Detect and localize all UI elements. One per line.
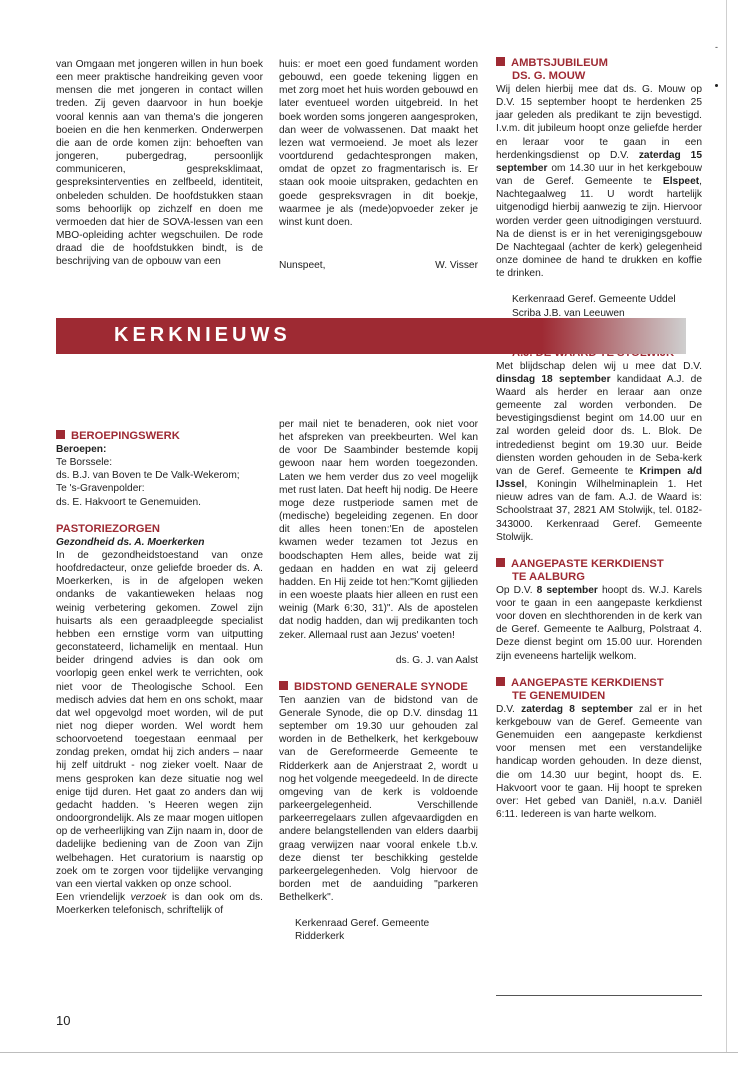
list-item: Te Borssele:: [56, 457, 113, 469]
ambtsjubileum-text: Wij delen hierbij mee dat ds. G. Mouw op D.V. 15 september hoopt te herdenken 25 jaar geleden als predikant te zijn bevestigd. I.v.m. dit jubileum hoopt onze geliefde herder en leraar voor te gaan in een herdenkingsdienst op D.V. zaterdag 15 september om 14.30 uur in het kerkgebouw van de Geref. Gemeente te Elspeet, Nachtegaalweg 11. U wordt hartelijk uitgenodigd hierbij aanwezig te zijn. Hiervoor worden verder geen uitnodigingen verstuurd. Na de dienst is er in het verenigingsgebouw De Nachtegaal (achter de kerk) gelegenheid onze dominee de hand te drukken en koffie te drinken.: [496, 84, 703, 280]
genemuiden-heading: AANGEPASTE KERKDIENST TE GENEMUIDEN: [496, 677, 702, 703]
beroepingswerk-sub: Beroepen:: [56, 444, 107, 455]
aalburg-heading: AANGEPASTE KERKDIENST TE AALBURG: [496, 558, 702, 584]
review-paragraph-middle: huis: er moet een goed fundament worden gebouwd, een goede tekening liggen en met zorg moet het huis worden gebouwd en later eventueel worden uitgebreid. In het boek worden soms jongeren aangesproken, dan weer de volwassenen. Dat maakt het lezen wat vermoeiend. Je moet als lezer voortdurend gedachtesprongen maken, omdat de opzet zo fragmentarisch is. Er staan ook mooie uitspraken, gedachten en goede gespreksvragen in dit boekje, waarmee je als (mede)opvoeder zeker je winst kunt doen.: [279, 59, 478, 228]
review-signature: [279, 259, 478, 272]
genemuiden-text: D.V. zaterdag 8 september zal er in het kerkgebouw van de Geref. Gemeente van Genemuiden een aangepaste kerkdienst voor mensen met een verstandelijke handicap worden gehouden. In deze dienst, die om 14.30 uur begint, hoopt ds. E. Hakvoort voor te gaan. Hij hoopt te spreken over: Het gebed van Daniël, n.a.v. Daniël 6:11. Iedereen is van harte welkom.: [496, 703, 702, 821]
review-author: W. Visser: [435, 260, 478, 272]
beroepingswerk-list: [56, 456, 263, 509]
list-item: ds. B.J. van Boven te De Valk-Wekerom;: [56, 470, 240, 482]
pastoriezorgen-signature: ds. G. J. van Aalst: [395, 654, 478, 666]
heading-square-icon: [496, 558, 505, 567]
bidstond-heading: BIDSTOND GENERALE SYNODE: [279, 681, 478, 694]
heading-square-icon: [279, 681, 288, 690]
aalburg-text: Op D.V. 8 september hoopt ds. W.J. Karels voor te gaan in een aangepaste kerkdienst voor doven en slechthorenden in de kerk van de Geref. Gemeente te Aalburg, Polstraat 4. Deze dienst begint om 15.00 uur. Horenden zijn eveneens hartelijk welkom.: [496, 584, 702, 662]
banner-fade: [542, 318, 686, 354]
column-end-rule: [496, 995, 702, 996]
page-bottom-edge: [0, 1052, 738, 1053]
ambtsjubileum-heading: AMBTSJUBILEUM DS. G. MOUW: [496, 57, 702, 83]
review-place: Nunspeet,: [279, 260, 326, 272]
page-number: 10: [56, 1013, 71, 1028]
edge-mark: -: [715, 42, 718, 52]
heading-square-icon: [56, 430, 65, 439]
list-item: ds. E. Hakvoort te Genemuiden.: [56, 496, 201, 508]
review-text-left: [56, 58, 263, 269]
bidstond-text: Ten aanzien van de bidstond van de Generale Synode, die op D.V. dinsdag 11 september om 19.30 uur gehouden zal worden in de Bethelkerk, het kerkgebouw van de Gereformeerde Gemeente te Ridderkerk aan de Anjerstraat 2, wordt u nog het volgende meegedeeld. In de directe omgeving van de kerk is voldoende parkeergelegenheid. Verschillende parkeerregelaars zullen afgevaardigden en andere belangstellenden van elders daarbij graag verwijzen naar vooral enkele t.b.v. deze dienst ter beschikking gestelde parkeergelegenheden. Volg hiervoor de borden met de aanduiding "parkeren Bethelkerk".: [279, 694, 478, 904]
pastoriezorgen-continued: per mail niet te benaderen, ook niet voor het afspreken van preekbeurten. Wel kan de voor De Saambinder bestemde kopij gewoon naar hem worden toegezonden. Laten we hem verder dus zo veel mogelijk met rust laten. Dat heeft hij nodig. De Heere moge deze rustperiode samen met de (medische) begeleiding zegenen. En door dit alles heen tonen:'En de apostelen kwamen weder tezamen tot Jezus en boodschapten Hem alles, beide wat zij gedaan en hadden en wat zij geleerd hadden. En Hij zeide tot hen:"Komt gijlieden in een woeste plaats hier alleen en rust een weinig (Mark 6:30, 31)". Als de apostelen dat nodig hadden, dan wij predikanten toch zeker. Allemaal rust aan Jezus' voeten!: [279, 419, 478, 641]
left-column: [56, 430, 263, 917]
bevestiging-text: Met blijdschap delen wij u mee dat D.V. dinsdag 18 september kandidaat A.J. de Waard als herder en leraar aan onze gemeente zal worden verbonden. De bevestigingsdienst begint om 14.00 uur en zal worden geleid door ds. L. Blok. De intrededienst begint om 19.30 uur. Beide diensten worden gehouden in de Seba-kerk van de Geref. Gemeente te Krimpen a/d IJssel, Koningin Wilhelminaplein 1. Het nieuw adres van de fam. A.J. de Waard is: Schoolstraat 37, 2821 AM Stolwijk, tel. 0182-343000. Kerkenraad Geref. Gemeente Stolwijk.: [496, 360, 702, 543]
heading-square-icon: [496, 677, 505, 686]
pastoriezorgen-sub: Gezondheid ds. A. Moerkerken: [56, 536, 205, 548]
review-text-middle: [279, 58, 478, 272]
right-column: [496, 57, 702, 821]
review-paragraph-left: van Omgaan met jongeren willen in hun boek een meer praktische handreiking geven voor mensen die met jongeren in contact willen treden. Zij geven daarvoor in hun boekje vooral kennis aan van thema's die jongeren boeien en die hen kenmerken. Onderwerpen die aan de orde komen zijn: behoeften van jongeren, pubergedrag, persoonlijk communiceren, gespreksklimaat, gespreksinterventies en zelfbeeld, identiteit, onbeleden schulden. De hoofdstukken staan soms behoorlijk op zichzelf en doen me vermoeden dat hier de SOVA-lessen van een MBO-opleiding achter wegschuilen. De rode draad die de hoofdstukken bindt, is de beschrijving van de opbouw van een: [56, 59, 263, 268]
beroepingswerk-heading: BEROEPINGSWERK: [56, 430, 263, 443]
heading-square-icon: [496, 57, 505, 66]
pastoriezorgen-heading: PASTORIEZORGEN: [56, 522, 161, 535]
middle-column: [279, 418, 478, 944]
pastoriezorgen-request: Een vriendelijk verzoek is dan ook om ds. Moerkerken telefonisch, schriftelijk of: [56, 892, 263, 917]
pastoriezorgen-text: In de gezondheidstoestand van onze hoofdredacteur, onze geliefde broeder ds. A. Moerkerken, is in de afgelopen weken ondanks de vakantieweken helaas nog weinig verbetering gekomen. Zowel zijn huisarts als een geraadpleegde specialist hebben een ernstige vorm van uitputting geconstateerd, lichamelijk en mentaal. Hun beider dringend advies is dan ook om voorlopig geen enkel werk te verrichten, ook niet voor de Theologische School. Een medisch advies dat hem en ons schokt, maar dat wel opgevolgd moet worden, wil de put niet nog dieper worden. Wel wordt hem schoorvoetend toegestaan eenmaal per zondag preken, omdat hij zich anders – naar hij zelf uitdrukt - nog zieker voelt. Naar de mens gesproken kan deze situatie nog wel enige tijd duren. Het gaat zo anders dan wij gedacht hadden. 's Heeren wegen zijn ondoorgrondelijk. Als ze maar mogen uitlopen op de verheerlijking van Zijn naam in, door de dadelijke bediening van de Zoon van Zijn welbehagen. Het curatorium is naarstig op zoek om te zorgen voor tijdelijke vervanging van een viertal vakken op onze school.: [56, 549, 263, 890]
ambtsjubileum-signature: Kerkenraad Geref. Gemeente Uddel Scriba J.B. van Leeuwen: [512, 294, 676, 319]
banner-title: KERKNIEUWS: [114, 324, 291, 346]
edge-dot: [715, 84, 718, 87]
kerknieuws-banner: [56, 318, 686, 354]
bidstond-signature: Kerkenraad Geref. Gemeente Ridderkerk: [295, 918, 430, 943]
list-item: Te 's-Gravenpolder:: [56, 483, 145, 495]
